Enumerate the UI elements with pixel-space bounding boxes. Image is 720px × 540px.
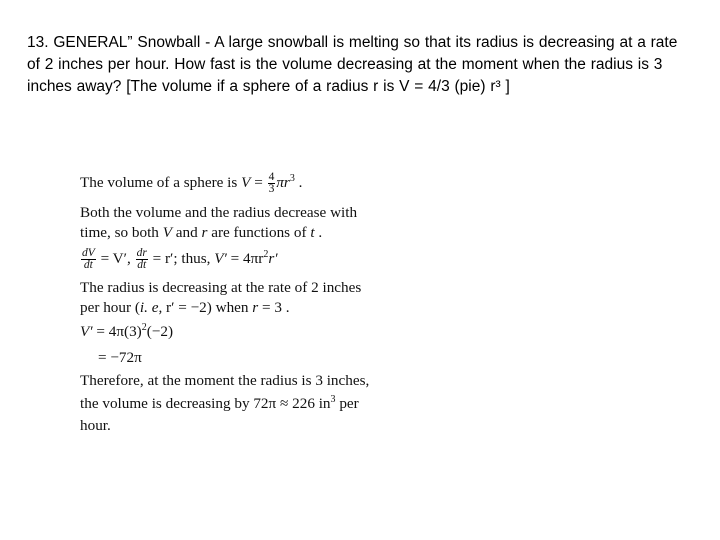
solution-line-5: The radius is decreasing at the rate of 2 inches (80, 279, 362, 296)
solution-line-6: per hour (i. e, r′ = −2) when r = 3 . (80, 299, 290, 316)
solution-line-10: the volume is decreasing by 72π ≈ 226 $in^3$ per (80, 394, 359, 412)
fraction: $\frac{dV}{dt}$ (82, 247, 95, 271)
solution-line-11: hour. (80, 417, 111, 434)
solution-line-2: Both the volume and the radius decrease with (80, 204, 358, 221)
solution-line-7: $V' = 4\pi(3)^2(-2)$ (80, 322, 174, 340)
problem-statement: 13. GENERAL” Snowball - A large snowball is melting so that its radius is decreasing at a rate of 2 inches per hour. How fast is the volume decreasing at the moment when the radius is 3 inches away? [The volume if a sphere of a radius r is V = 4/3 (pie) r³ ] (27, 34, 678, 95)
solution-line-9: Therefore, at the moment the radius is 3 inches, (80, 372, 370, 389)
solution-line-8: = −72π (98, 349, 142, 366)
solution-line-4: $\frac{dV}{dt}$ = V′, $\frac{dr}{dt}$ = r′; thus, $V' = 4\pi r^2r'$ (82, 247, 278, 271)
solution-line-3: time, so both V and r are functions of t . (80, 224, 323, 241)
solution-line-1: The volume of a sphere is V = $\frac{4}{3}$ $\pi r^3$ . (80, 171, 303, 195)
fraction: $\frac{4}{3}$ (268, 171, 275, 195)
fraction: $\frac{dr}{dt}$ (136, 247, 147, 271)
